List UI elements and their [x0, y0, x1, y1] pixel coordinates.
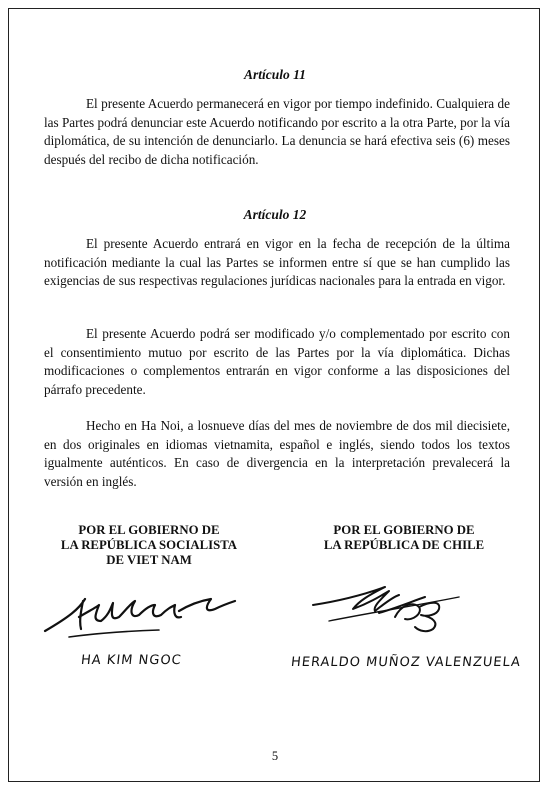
- vietnam-header-line1: POR EL GOBIERNO DE: [78, 523, 220, 537]
- vietnam-signature: [39, 581, 239, 641]
- chile-header-line2: LA REPÚBLICA DE CHILE: [323, 538, 485, 552]
- article-11-heading: Artículo 11: [244, 67, 306, 82]
- chile-signature: [309, 561, 509, 641]
- vietnam-signatory-header: [49, 523, 249, 568]
- vietnam-header-line3: DE VIET NAM: [106, 553, 192, 567]
- document-page: [8, 8, 540, 782]
- chile-header-line1: POR EL GOBIERNO DE: [333, 523, 475, 537]
- closing-paragraph: Hecho en Ha Noi, a losnueve días del mes de noviembre de dos mil diecisiete, en dos originales en idiomas vietnamita, español e inglés, siendo todos los textos igualmente auténticos. En caso de divergencia en la interpretación prevalecerá la versión en inglés.: [44, 418, 510, 489]
- chile-signatory-name: HERALDO MUÑOZ VALENZUELA: [290, 655, 522, 670]
- article-12-paragraph-1: El presente Acuerdo entrará en vigor en la fecha de recepción de la última notificación mediante la cual las Partes se informen entre sí que se han cumplido las exigencias de sus respectivas regulaciones jurídicas nacionales para la entrada en vigor.: [44, 236, 510, 289]
- chile-signatory-header: [299, 523, 509, 553]
- article-11-paragraph: El presente Acuerdo permanecerá en vigor por tiempo indefinido. Cualquiera de las Partes podrá denunciar este Acuerdo notificando por escrito a la otra Parte, por la vía diplomática, de su intención de denunciarlo. La denuncia se hará efectiva seis (6) meses después del recibo de dicha notificación.: [44, 96, 510, 167]
- vietnam-signatory-name: HA KIM NGOC: [80, 653, 183, 668]
- vietnam-header-line2: LA REPÚBLICA SOCIALISTA: [60, 538, 238, 552]
- page-number: 5: [271, 749, 279, 763]
- article-12-heading: Artículo 12: [243, 207, 307, 222]
- article-12-paragraph-2: El presente Acuerdo podrá ser modificado y/o complementado por escrito con el consentimiento mutuo por escrito de las Partes por la vía diplomática. Dichas modificaciones o complementos entrarán en vigor conforme a las disposiciones del párrafo precedente.: [44, 326, 510, 397]
